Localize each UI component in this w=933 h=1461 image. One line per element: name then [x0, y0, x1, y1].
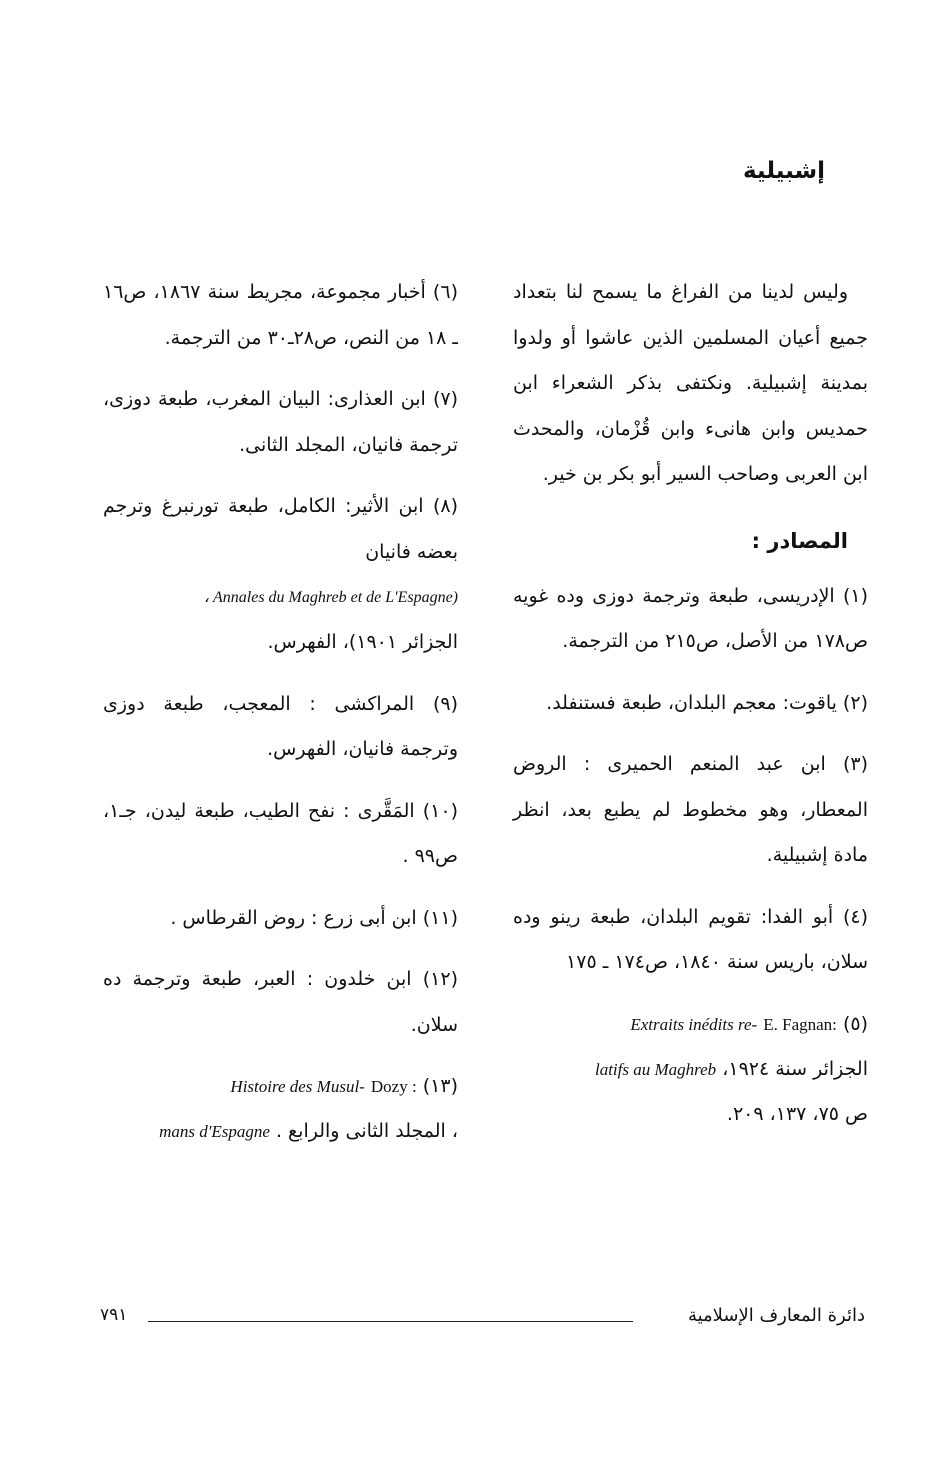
right-column: [513, 270, 868, 1153]
reference-13-title-a: Histoire des Musul-: [230, 1077, 365, 1096]
reference-3: (٣) ابن عبد المنعم الحميرى : الروض المعطار، وهو مخطوط لم يطبع بعد، انظر مادة إشبيلية.: [513, 753, 868, 866]
reference-5: [513, 1002, 868, 1137]
reference-8: [103, 484, 458, 666]
reference-5-pages: ص ٧٥، ١٣٧، ٢٠٩.: [726, 1102, 868, 1125]
intro-paragraph: وليس لدينا من الفراغ ما يسمح لنا بتعداد جميع أعيان المسلمين الذين عاشوا أو ولدوا بمدينة إشبيلية. ونكتفى بذكر الشعراء ابن حمديس وابن هانىء وابن قُزْمان، والمحدث ابن العربى وصاحب السير أبو بكر بن خير.: [513, 281, 868, 485]
reference-7: (٧) ابن العذارى: البيان المغرب، طبعة دوزى، ترجمة فانيان، المجلد الثانى.: [103, 388, 458, 456]
reference-10: (١٠) المَقَّرى : نفح الطيب، طبعة ليدن، جـ١، ص٩٩ .: [103, 799, 458, 867]
reference-4: (٤) أبو الفدا: تقويم البلدان، طبعة رينو وده سلان، باريس سنة ١٨٤٠، ص١٧٤ ـ ١٧٥: [513, 905, 868, 973]
reference-5-number: (٥): [842, 1012, 868, 1035]
reference-5-title-b: latifs au Maghreb: [594, 1059, 717, 1079]
reference-1: (١) الإدريسى، طبعة وترجمة دوزى وده غويه ص١٧٨ من الأصل، ص٢١٥ من الترجمة.: [513, 584, 868, 652]
reference-9: (٩) المراكشى : المعجب، طبعة دوزى وترجمة فانيان، الفهرس.: [103, 692, 458, 760]
reference-13-number: (١٣): [422, 1075, 458, 1097]
reference-13: [103, 1064, 458, 1154]
footer-rule: [148, 1321, 633, 1322]
reference-5-author: E. Fagnan:: [763, 1014, 837, 1034]
sources-heading: المصادر :: [751, 528, 848, 553]
footer-title: دائرة المعارف الإسلامية: [687, 1305, 865, 1326]
reference-13-author: Dozy :: [370, 1077, 417, 1096]
reference-12: (١٢) ابن خلدون : العبر، طبعة وترجمة ده سلان.: [103, 968, 458, 1036]
reference-5-place: الجزائر سنة ١٩٢٤،: [722, 1057, 868, 1080]
page-footer: [100, 1305, 865, 1335]
reference-8-text-b: الجزائر ١٩٠١)، الفهرس.: [267, 631, 458, 653]
reference-5-title-a: Extraits inédits re-: [630, 1014, 758, 1034]
running-header: إشبيلية: [742, 158, 825, 184]
left-column: [103, 270, 458, 1170]
reference-2: (٢) ياقوت: معجم البلدان، طبعة فستنفلد.: [546, 691, 868, 714]
reference-6: (٦) أخبار مجموعة، مجريط سنة ١٨٦٧، ص١٦ ـ ١٨ من النص، ص٢٨ـ٣٠ من الترجمة.: [103, 281, 458, 349]
reference-8-text-a: (٨) ابن الأثير: الكامل، طبعة تورنبرغ وترجم بعضه فانيان: [103, 495, 458, 563]
page-number: ٧٩١: [100, 1305, 128, 1325]
reference-13-volumes: ، المجلد الثانى والرابع .: [275, 1120, 458, 1142]
reference-11: (١١) ابن أبى زرع : روض القرطاس .: [170, 906, 458, 929]
reference-13-title-b: mans d'Espagne: [159, 1122, 270, 1141]
reference-8-latin: ، Annales du Maghreb et de L'Espagne): [203, 589, 458, 606]
